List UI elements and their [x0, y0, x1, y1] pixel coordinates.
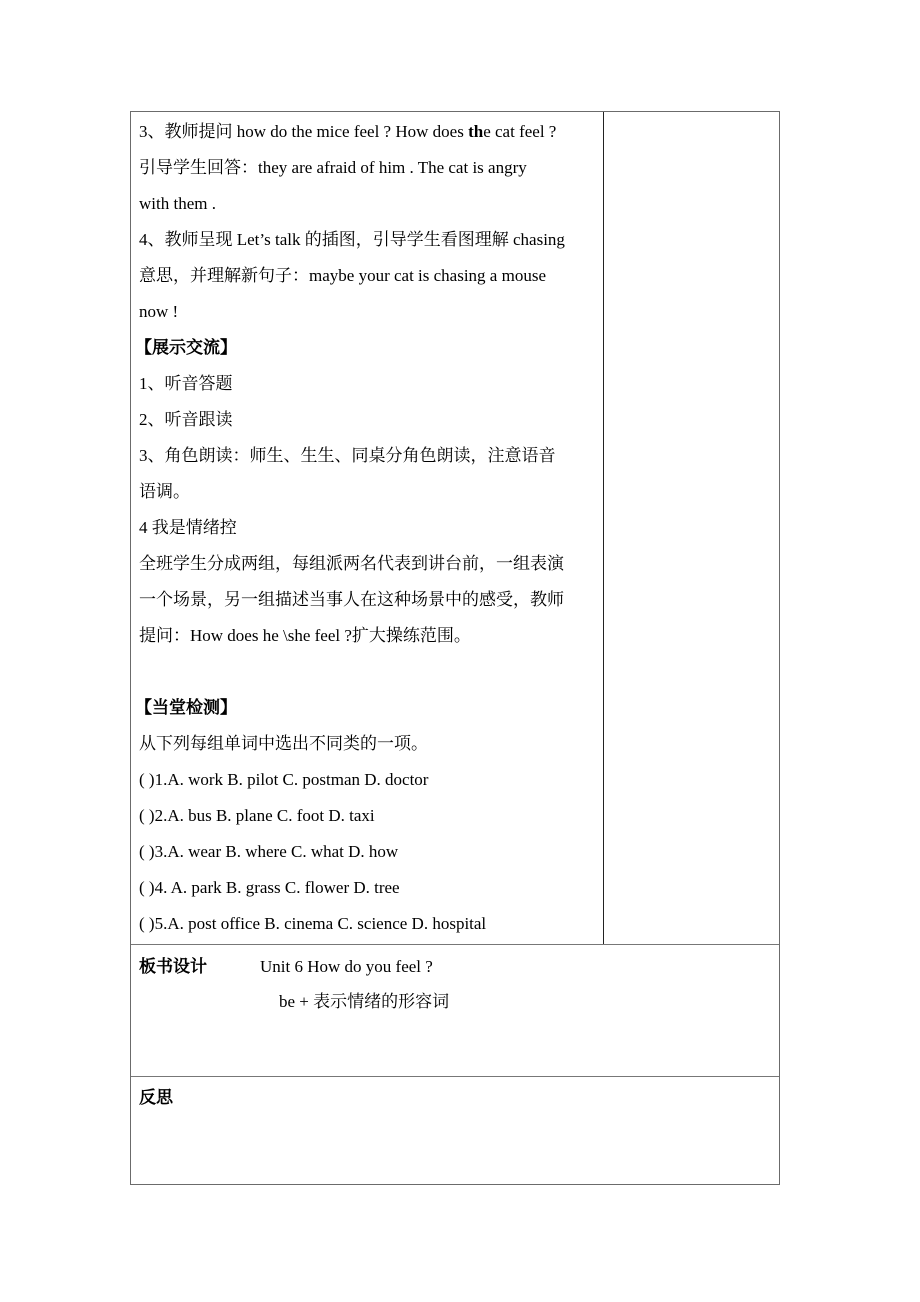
show-exchange-item: 4 我是情绪控	[139, 518, 237, 537]
step3-line1: 3、教师提问 how do the mice feel ? How does the cat feel ?	[139, 122, 557, 141]
teaching-process-row	[131, 112, 779, 945]
class-test-instruction: 从下列每组单词中选出不同类的一项。	[139, 734, 428, 753]
board-design-formula: be + 表示情绪的形容词	[279, 992, 450, 1011]
class-test-question: ( )4. A. park B. grass C. flower D. tree	[139, 878, 400, 897]
board-design-row	[131, 945, 779, 1077]
teaching-process-cell	[131, 112, 604, 944]
step3-line2: 引导学生回答：they are afraid of him . The cat is angry	[139, 158, 527, 177]
step4-line1: 4、教师呈现 Let’s talk 的插图，引导学生看图理解 chasing	[139, 230, 565, 249]
show-exchange-item: 2、听音跟读	[139, 410, 233, 429]
lesson-plan-table	[130, 111, 780, 1185]
show-exchange-item: 全班学生分成两组，每组派两名代表到讲台前，一组表演	[139, 554, 564, 573]
reflection-row	[131, 1077, 779, 1184]
class-test-question: ( )2.A. bus B. plane C. foot D. taxi	[139, 806, 375, 825]
show-exchange-item: 3、角色朗读：师生、生生、同桌分角色朗读，注意语音	[139, 446, 556, 465]
class-test-question: ( )5.A. post office B. cinema C. science D. hospital	[139, 914, 487, 933]
board-design-title: Unit 6 How do you feel ?	[260, 957, 433, 976]
step4-line2: 意思，并理解新句子：maybe your cat is chasing a mouse	[139, 266, 546, 285]
board-design-label: 板书设计	[139, 957, 207, 976]
show-exchange-item: 语调。	[139, 482, 190, 501]
notes-cell	[604, 112, 779, 944]
class-test-question: ( )3.A. wear B. where C. what D. how	[139, 842, 399, 861]
show-exchange-item: 提问：How does he \she feel ?扩大操练范围。	[139, 626, 471, 645]
step3-line3: with them .	[139, 194, 216, 213]
show-exchange-heading: 【展示交流】	[135, 338, 237, 357]
show-exchange-item: 1、听音答题	[139, 374, 233, 393]
class-test-question: ( )1.A. work B. pilot C. postman D. doctor	[139, 770, 429, 789]
reflection-label: 反思	[139, 1088, 173, 1107]
class-test-heading: 【当堂检测】	[135, 698, 237, 717]
show-exchange-item: 一个场景，另一组描述当事人在这种场景中的感受，教师	[139, 590, 564, 609]
step4-line3: now !	[139, 302, 179, 321]
